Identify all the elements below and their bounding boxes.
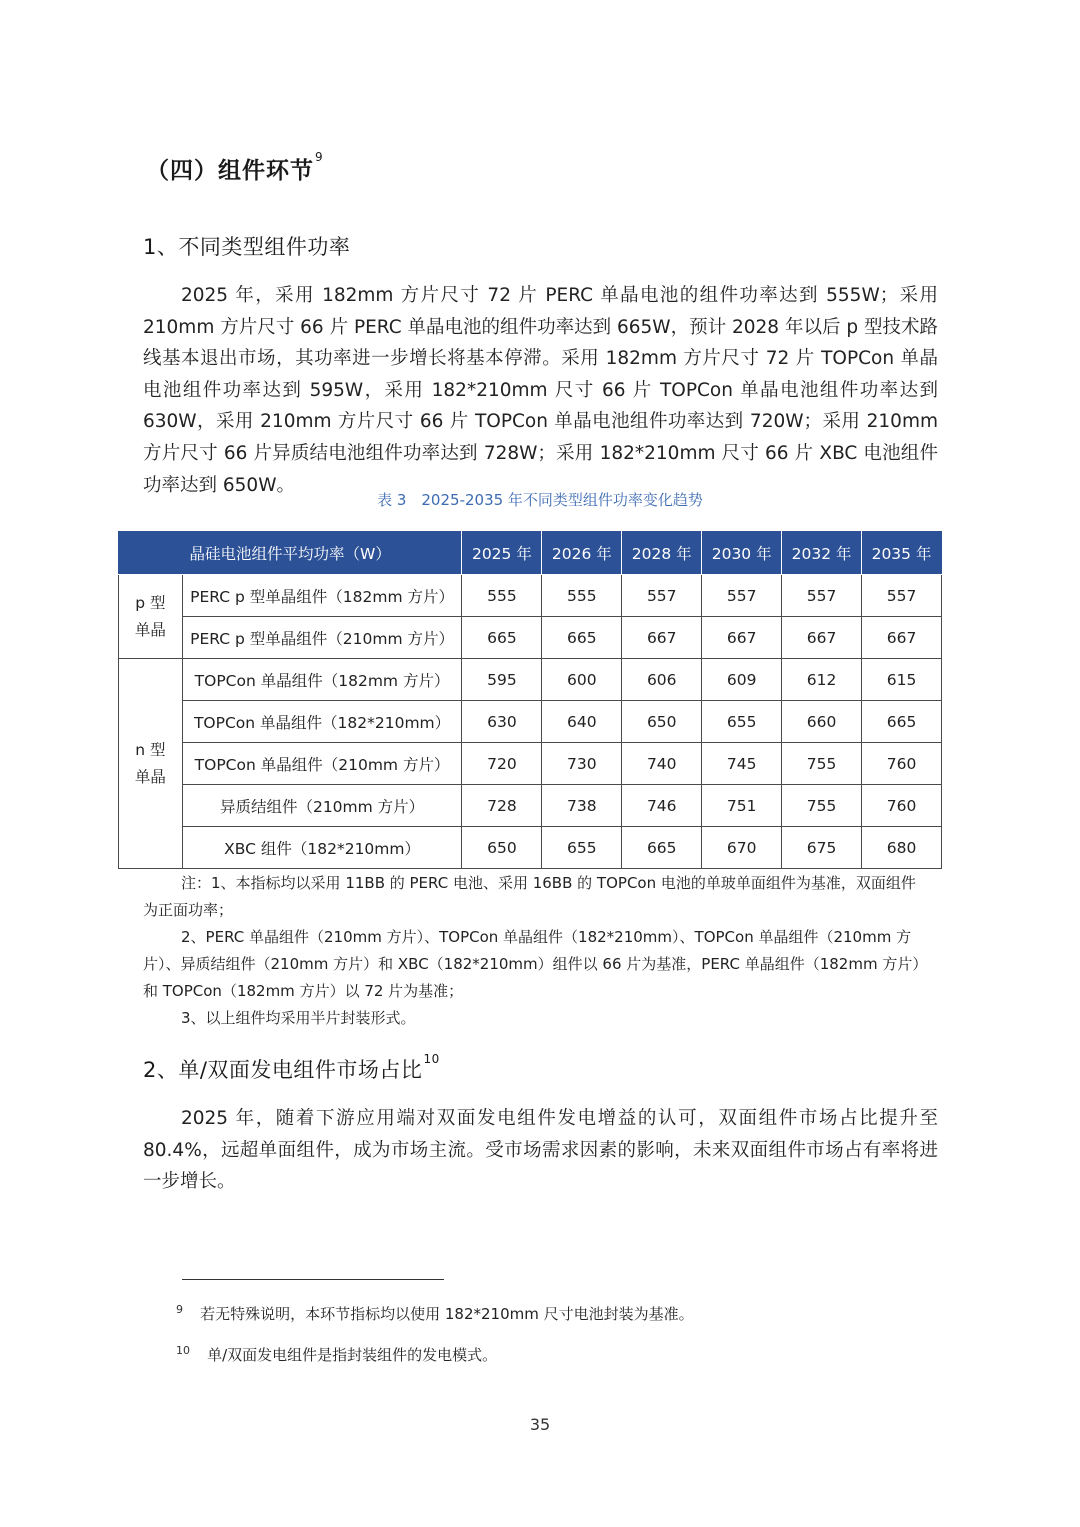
power-value-cell: 640 bbox=[542, 701, 622, 743]
power-value-cell: 667 bbox=[782, 617, 862, 659]
group-label bbox=[119, 659, 183, 869]
power-value-cell: 755 bbox=[782, 743, 862, 785]
power-value-cell: 612 bbox=[782, 659, 862, 701]
power-value-cell: 650 bbox=[622, 701, 702, 743]
power-value-cell: 655 bbox=[542, 827, 622, 869]
power-value-cell: 667 bbox=[702, 617, 782, 659]
note-1-cont: 为正面功率； bbox=[143, 901, 234, 919]
power-value-cell: 557 bbox=[622, 575, 702, 617]
subsection-title-2-text: 2、单/双面发电组件市场占比 bbox=[143, 1058, 423, 1082]
power-value-cell: 665 bbox=[862, 701, 942, 743]
footnote-ref-10[interactable]: 10 bbox=[423, 1052, 440, 1066]
footnote-10 bbox=[176, 1344, 497, 1365]
note-3: 3、以上组件均采用半片封装形式。 bbox=[181, 1009, 416, 1027]
note-2-cont2: 和 TOPCon（182mm 方片）以 72 片为基准； bbox=[143, 982, 464, 1000]
footnote-divider bbox=[182, 1279, 444, 1280]
power-value-cell: 615 bbox=[862, 659, 942, 701]
power-value-cell: 630 bbox=[462, 701, 542, 743]
power-value-cell: 655 bbox=[702, 701, 782, 743]
power-value-cell: 730 bbox=[542, 743, 622, 785]
power-value-cell: 557 bbox=[702, 575, 782, 617]
section-title-text: （四）组件环节 bbox=[146, 158, 314, 184]
power-value-cell: 675 bbox=[782, 827, 862, 869]
group-label-line: 单晶 bbox=[134, 620, 166, 639]
year-header: 2030 年 bbox=[702, 532, 782, 575]
table-row bbox=[119, 701, 942, 743]
power-value-cell: 760 bbox=[862, 743, 942, 785]
power-value-cell: 680 bbox=[862, 827, 942, 869]
footnote-9 bbox=[176, 1303, 694, 1324]
table-row bbox=[119, 743, 942, 785]
year-header: 2035 年 bbox=[862, 532, 942, 575]
power-value-cell: 660 bbox=[782, 701, 862, 743]
year-header: 2026 年 bbox=[542, 532, 622, 575]
table-row bbox=[119, 827, 942, 869]
group-label-line: p 型 bbox=[135, 593, 166, 612]
paragraph-1 bbox=[143, 280, 938, 501]
module-type-cell: TOPCon 单晶组件（210mm 方片） bbox=[182, 743, 462, 785]
module-type-cell: TOPCon 单晶组件（182*210mm） bbox=[182, 701, 462, 743]
paragraph-2-text: 2025 年，随着下游应用端对双面发电组件发电增益的认可，双面组件市场占比提升至 80.4%，远超单面组件，成为市场主流。受市场需求因素的影响，未来双面组件市场占有率将进一步增长。 bbox=[143, 1108, 938, 1193]
footnote-9-number: 9 bbox=[176, 1303, 183, 1316]
power-value-cell: 667 bbox=[622, 617, 702, 659]
group-label-line: n 型 bbox=[135, 740, 166, 759]
table-header-label: 晶硅电池组件平均功率（W） bbox=[119, 532, 462, 575]
year-header: 2025 年 bbox=[462, 532, 542, 575]
subsection-title-1: 1、不同类型组件功率 bbox=[143, 235, 351, 259]
year-header: 2032 年 bbox=[782, 532, 862, 575]
power-value-cell: 650 bbox=[462, 827, 542, 869]
power-value-cell: 728 bbox=[462, 785, 542, 827]
year-header: 2028 年 bbox=[622, 532, 702, 575]
power-value-cell: 557 bbox=[782, 575, 862, 617]
power-value-cell: 600 bbox=[542, 659, 622, 701]
power-value-cell: 665 bbox=[462, 617, 542, 659]
power-value-cell: 670 bbox=[702, 827, 782, 869]
power-value-cell: 555 bbox=[462, 575, 542, 617]
power-value-cell: 740 bbox=[622, 743, 702, 785]
paragraph-2 bbox=[143, 1103, 938, 1198]
group-label bbox=[119, 575, 183, 659]
power-value-cell: 555 bbox=[542, 575, 622, 617]
footnote-10-text: 单/双面发电组件是指封装组件的发电模式。 bbox=[207, 1346, 498, 1364]
note-2-cont1: 片）、异质结组件（210mm 方片）和 XBC（182*210mm）组件以 66 片为基准，PERC 单晶组件（182mm 方片） bbox=[143, 955, 928, 973]
power-value-cell: 595 bbox=[462, 659, 542, 701]
power-value-cell: 755 bbox=[782, 785, 862, 827]
module-type-cell: XBC 组件（182*210mm） bbox=[182, 827, 462, 869]
note-2: 2、PERC 单晶组件（210mm 方片）、TOPCon 单晶组件（182*210mm）、TOPCon 单晶组件（210mm 方 bbox=[181, 928, 912, 946]
power-value-cell: 720 bbox=[462, 743, 542, 785]
footnote-10-number: 10 bbox=[176, 1344, 190, 1357]
note-1: 注：1、本指标均以采用 11BB 的 PERC 电池、采用 16BB 的 TOPCon 电池的单玻单面组件为基准，双面组件 bbox=[181, 874, 916, 892]
page-number: 35 bbox=[529, 1415, 551, 1434]
paragraph-1-text: 2025 年，采用 182mm 方片尺寸 72 片 PERC 单晶电池的组件功率达到 555W；采用 210mm 方片尺寸 66 片 PERC 单晶电池的组件功率达到 665W，预计 2028 年以后 p 型技术路线基本退出市场，其功率进一步增长将基本停滞。采用 182mm 方片尺寸 72 片 TOPCon 单晶电池组件功率达到 595W，采用 182*210mm 尺寸 66 片 TOPCon 单晶电池组件功率达到 630W，采用 210mm 方片尺寸 66 片 TOPCon 单晶电池组件功率达到 720W；采用 210mm 方片尺寸 66 片异质结电池组件功率达到 728W；采用 182*210mm 尺寸 66 片 XBC 电池组件功率达到 650W。 bbox=[143, 285, 938, 496]
table-caption: 表 3 2025-2035 年不同类型组件功率变化趋势 bbox=[377, 491, 703, 509]
table-row bbox=[119, 659, 942, 701]
footnote-ref-9[interactable]: 9 bbox=[315, 150, 324, 164]
power-trend-table bbox=[118, 531, 942, 869]
footnote-9-text: 若无特殊说明，本环节指标均以使用 182*210mm 尺寸电池封装为基准。 bbox=[200, 1305, 694, 1323]
power-value-cell: 746 bbox=[622, 785, 702, 827]
table-header-row bbox=[119, 532, 942, 575]
power-value-cell: 557 bbox=[862, 575, 942, 617]
group-label-line: 单晶 bbox=[134, 767, 166, 786]
power-value-cell: 751 bbox=[702, 785, 782, 827]
module-type-cell: PERC p 型单晶组件（182mm 方片） bbox=[182, 575, 462, 617]
section-title bbox=[146, 152, 324, 185]
power-value-cell: 609 bbox=[702, 659, 782, 701]
power-value-cell: 665 bbox=[542, 617, 622, 659]
power-value-cell: 745 bbox=[702, 743, 782, 785]
subsection-title-2 bbox=[143, 1054, 440, 1084]
module-type-cell: TOPCon 单晶组件（182mm 方片） bbox=[182, 659, 462, 701]
table-row bbox=[119, 785, 942, 827]
power-value-cell: 760 bbox=[862, 785, 942, 827]
module-type-cell: PERC p 型单晶组件（210mm 方片） bbox=[182, 617, 462, 659]
table-row bbox=[119, 617, 942, 659]
table-row bbox=[119, 575, 942, 617]
power-value-cell: 667 bbox=[862, 617, 942, 659]
module-type-cell: 异质结组件（210mm 方片） bbox=[182, 785, 462, 827]
power-value-cell: 606 bbox=[622, 659, 702, 701]
power-value-cell: 665 bbox=[622, 827, 702, 869]
power-value-cell: 738 bbox=[542, 785, 622, 827]
